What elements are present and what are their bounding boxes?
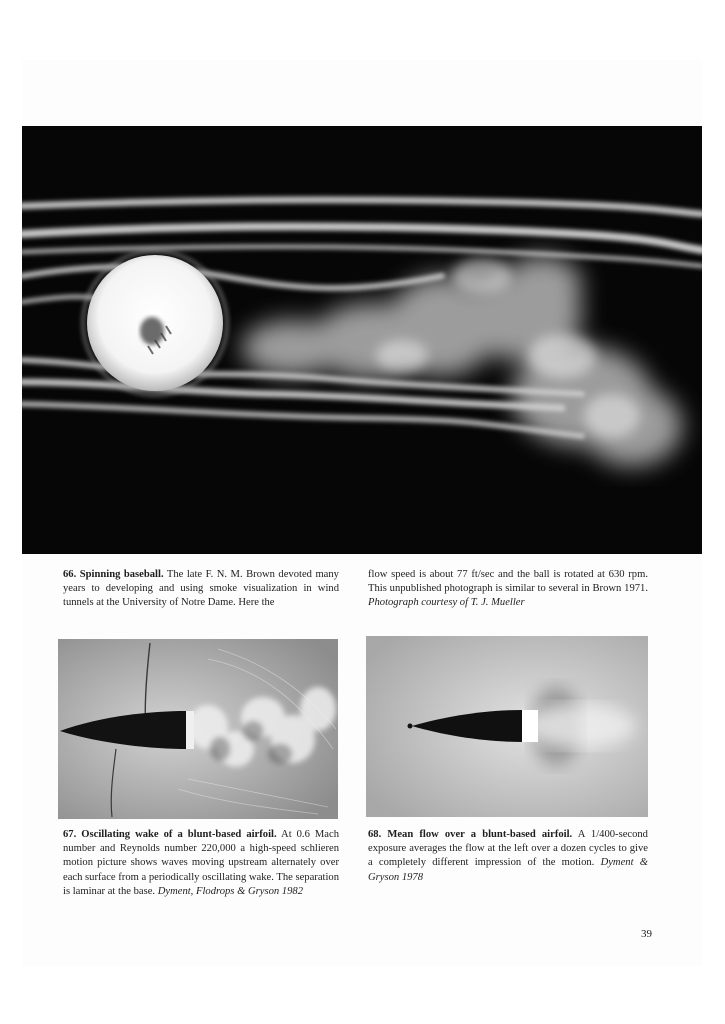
page-number: 39 bbox=[641, 928, 652, 940]
figure-66-credit: Photograph courtesy of T. J. Mueller bbox=[368, 597, 525, 609]
figure-67-caption bbox=[63, 828, 339, 899]
figure-66-photo bbox=[22, 126, 702, 554]
figure-67-photo bbox=[58, 639, 338, 819]
figure-66-caption bbox=[63, 568, 339, 611]
figure-68-number: 68. bbox=[368, 829, 382, 840]
figure-68-caption bbox=[368, 828, 648, 885]
figure-68-credit: Dyment & Gryson 1978 bbox=[368, 857, 648, 883]
figure-68-photo bbox=[366, 636, 648, 817]
figure-66-number: 66. bbox=[63, 569, 77, 580]
figure-67-number: 67. bbox=[63, 829, 77, 840]
figure-67-title: Oscillating wake of a blunt-based airfoil. bbox=[81, 829, 277, 840]
figure-66-text-part1: The late F. N. M. Brown devoted many years to developing and using smoke visualization in wind tunnels at the University of Notre Dame. Here the bbox=[63, 569, 339, 609]
figure-66-text-part2: flow speed is about 77 ft/sec and the ball is rotated at 630 rpm. This unpublished photograph is similar to several in Brown 1971. bbox=[368, 569, 648, 595]
figure-67-text: At 0.6 Mach number and Reynolds number 220,000 a high-speed schlieren motion picture shows waves moving upstream alternately over each surface from a periodically oscillating wake. The separation is laminar at the base. bbox=[63, 829, 340, 897]
figure-66-title: Spinning baseball. bbox=[79, 569, 164, 580]
figure-68-text: A 1/400-second exposure averages the flow at the left over a dozen cycles to give a completely different impression of the motion. bbox=[368, 829, 648, 869]
figure-68-title: Mean flow over a blunt-based airfoil. bbox=[387, 829, 573, 840]
figure-67-credit: Dyment, Flodrops & Gryson 1982 bbox=[157, 885, 303, 897]
figure-66-caption-continued bbox=[368, 568, 648, 611]
